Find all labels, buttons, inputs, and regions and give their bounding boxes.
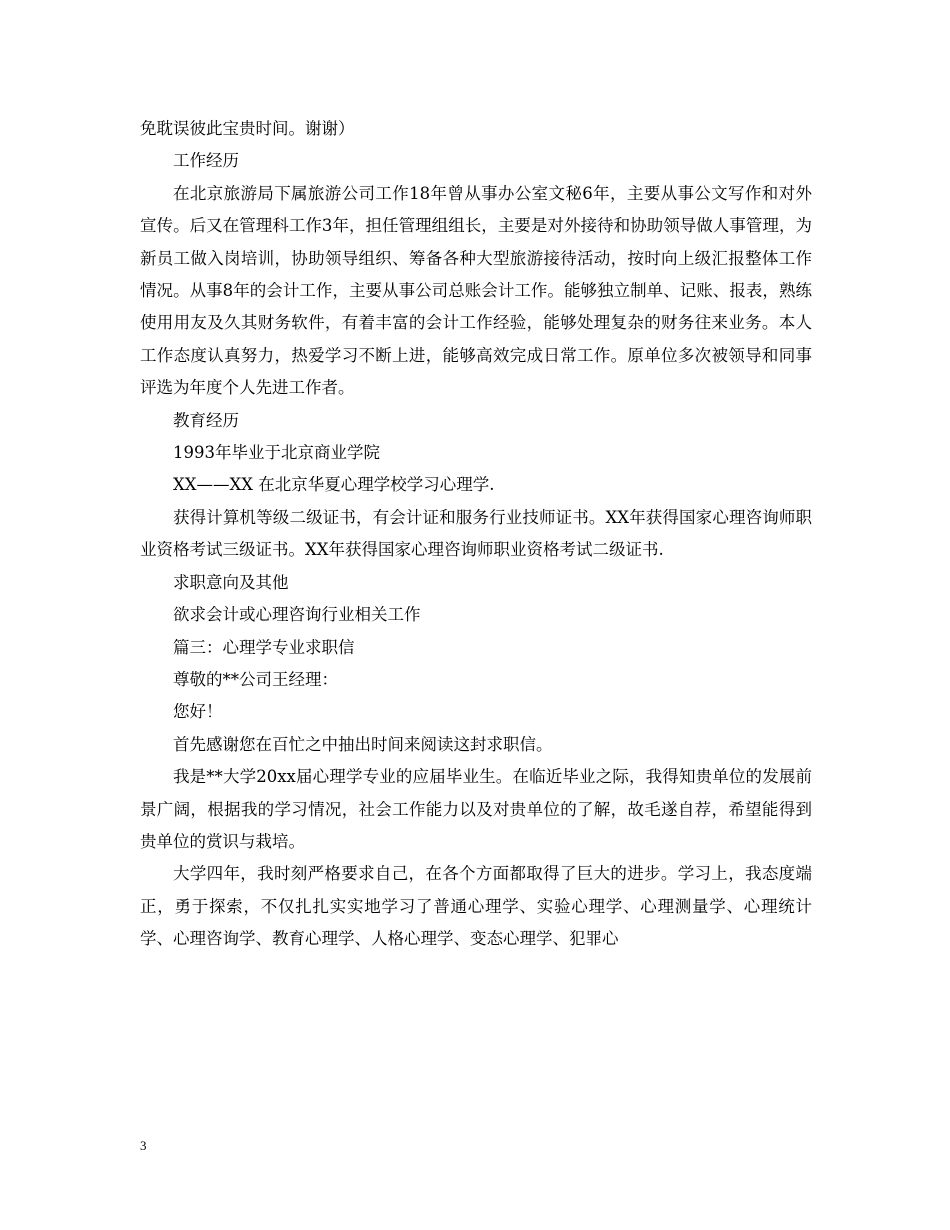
paragraph-job-intention: 欲求会计或心理咨询行业相关工作 — [173, 605, 421, 625]
paragraph-work-experience: 在北京旅游局下属旅游公司工作18年曾从事办公室文秘6年，主要从事公文写作和对外宣传。后又在管理科工作3年，担任管理组组长，主要是对外接待和协助领导做人事管理，为新员工做入岗培训，协助领导组织、筹备各种大型旅游接待活动，按时向上级汇报整体工作情况。从事8年的会计工作，主要从事公司总账会计工作。能够独立制单、记账、报表，熟练使用用友及久其财务软件，有着丰富的会计工作经验，能够处理复杂的财务往来业务。本人工作态度认真努力，热爱学习不断上进，能够高效完成日常工作。原单位多次被领导和同事评选为年度个人先进工作者。 — [140, 183, 812, 398]
section-title: 篇三：心理学专业求职信 — [173, 637, 355, 657]
letter-thanks: 首先感谢您在百忙之中抽出时间来阅读这封求职信。 — [173, 734, 553, 754]
letter-study-summary: 大学四年，我时刻严格要求自己，在各个方面都取得了巨大的进步。学习上，我态度端正，勇于探索，不仅扎扎实实地学习了普通心理学、实验心理学、心理测量学、心理统计学、心理咨询学、教育心理学、人格心理学、变态心理学、犯罪心 — [140, 864, 812, 949]
paragraph-psychology-study: XX——XX 在北京华夏心理学校学习心理学. — [173, 475, 495, 495]
letter-introduction: 我是**大学20xx届心理学专业的应届毕业生。在临近毕业之际，我得知贵单位的发展前景广阔，根据我的学习情况，社会工作能力以及对贵单位的了解，故毛遂自荐，希望能得到贵单位的赏识与栽培。 — [140, 767, 812, 851]
paragraph-continuation: 免耽误彼此宝贵时间。谢谢） — [140, 119, 355, 138]
heading-education: 教育经历 — [173, 410, 239, 430]
paragraph-certificates: 获得计算机等级二级证书，有会计证和服务行业技师证书。XX年获得国家心理咨询师职业资格考试三级证书。XX年获得国家心理咨询师职业资格考试二级证书. — [140, 507, 812, 560]
page-number: 3 — [140, 1138, 147, 1153]
paragraph-graduation: 1993年毕业于北京商业学院 — [173, 443, 380, 463]
heading-work-experience: 工作经历 — [173, 151, 239, 171]
heading-job-intention: 求职意向及其他 — [173, 572, 289, 592]
letter-greeting: 您好！ — [173, 702, 223, 722]
document-body — [140, 113, 812, 956]
letter-salutation: 尊敬的**公司王经理： — [173, 669, 338, 689]
